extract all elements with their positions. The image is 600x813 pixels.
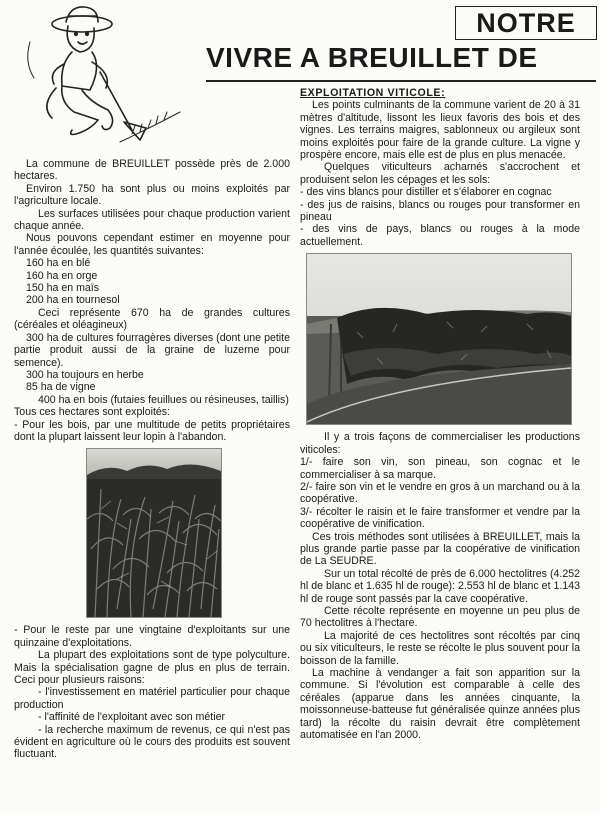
reason-item: - la recherche maximum de revenus, ce qui n'est pas évident en agriculture où le cours des produits est souvent fluctuant. [14,723,290,761]
crop-item: 85 ha de vigne [26,381,96,394]
vineyard-photo [306,253,572,425]
method-item: 3/- récolter le raisin et le faire transformer et vendre par la coopérative de vinification. [300,505,580,531]
crop-item: 160 ha en orge [26,269,98,282]
paragraph-points-culminants: Les points culminants de la commune varient de 20 à 31 mètres d'altitude, lissont les lieux favoris des bois et des vignes. Les terrains maigres, sablonneux ou argileux sont moins exploités pour faire de la grande culture. La vigne y prospère encore, mais elle est de plus en plus menacée. [300,99,580,162]
paragraph-commune: La commune de BREUILLET possède près de 2.000 hectares. [14,158,290,183]
paragraph-grandes-cultures: Ceci représente 670 ha de grandes cultures (céréales et oléagineux) [14,306,290,332]
paragraph-bois-proprietaires: - Pour les bois, par une multitude de petits propriétaires dont la plupart laissent leur lopin à l'abandon. [14,418,290,443]
paragraph-majorite: La majorité de ces hectolitres sont récoltés par cinq ou six viticulteurs, le reste se récolte le plus souvent pour la boisson de la famille. [300,629,580,667]
left-column [14,158,290,761]
paragraph-exploites: Tous ces hectares sont exploités: [14,406,171,419]
crop-item: 300 ha toujours en herbe [26,368,144,381]
paragraph-polyculture: La plupart des exploitations sont de type polyculture. Mais la spécialisation gagne de plus en plus de terrain. Ceci pour plusieurs raisons: [14,649,290,686]
page-title: VIVRE A BREUILLET DE [206,42,538,73]
reason-item: - l'affinité de l'exploitant avec son métier [38,711,225,724]
crop-item: 200 ha en tournesol [26,294,120,307]
corn-field-photo [86,448,222,618]
paragraph-fourrage: 300 ha de cultures fourragères diverses (dont une petite partie produit aussi de la graine de luzerne pour semence). [14,331,290,369]
section-heading-viticole: EXPLOITATION VITICOLE: [300,87,446,99]
wine-item: - des vins blancs pour distiller et s'élaborer en cognac [300,186,552,199]
title-box [455,6,597,40]
paragraph-moyenne: Cette récolte représente en moyenne un peu plus de 70 hectolitres à l'hectare. [300,604,580,630]
farmer-with-spade-icon [20,2,195,150]
wine-item: - des vins de pays, blancs ou rouges à la mode actuellement. [300,223,580,248]
paragraph-hectares: Environ 1.750 ha sont plus ou moins exploités par l'agriculture locale. [14,182,290,208]
method-item: 2/- faire son vin et le vendre en gros à un marchand ou à la coopérative. [300,480,580,506]
paragraph-viticulteurs: Quelques viticulteurs acharnés s'accrochent et produisent selon les cépages et les sols: [300,161,580,186]
paragraph-estimation: Nous pouvons cependant estimer en moyenne pour l'année écoulée, les quantités suivantes: [14,232,290,257]
reason-item: - l'investissement en matériel particulier pour chaque production [14,686,290,711]
wine-item: - des jus de raisins, blancs ou rouges pour transformer en pineau [300,198,580,224]
paragraph-commercialiser: Il y a trois façons de commercialiser les productions viticoles: [300,431,580,456]
paragraph-surfaces: Les surfaces utilisées pour chaque production varient chaque année. [14,207,290,233]
crop-item: 150 ha en maïs [26,282,100,295]
paragraph-exploitants: - Pour le reste par une vingtaine d'exploitants sur une quinzaine d'exploitations. [14,624,290,649]
title-underline [206,80,596,82]
paragraph-bois: 400 ha en bois (futaies feuillues ou résineuses, taillis) [38,393,289,406]
right-column [300,87,580,741]
crop-item: 160 ha en blé [26,257,91,270]
title-notre: NOTRE [476,7,576,38]
paragraph-total-recolte: Sur un total récolté de près de 6.000 hectolitres (4.252 hl de blanc et 1.635 hl de rouge): 2.553 hl de blanc et 1.143 hl de rouge sont passés par la cave coopérative. [300,567,580,605]
method-item: 1/- faire son vin, son pineau, son cognac et le commercialiser à sa marque. [300,456,580,481]
paragraph-methodes: Ces trois méthodes sont utilisées à BREUILLET, mais la plus grande partie passe par la coopérative de vinification de La SEUDRE. [300,530,580,568]
paragraph-machine: La machine à vendanger a fait son apparition sur la commune. Si l'évolution est comparable à celle des céréales (apparue dans les années cinquante, la moissonneuse-batteuse fut généralisée quinze années plus tard) la récolte du raisin devrait être complètement automatisée en l'an 2000. [300,667,580,742]
